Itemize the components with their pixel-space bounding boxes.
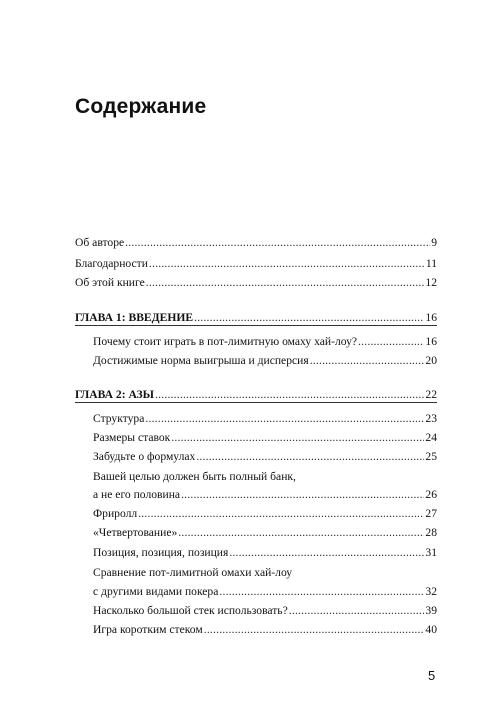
toc-entry-title: Почему стоит играть в пот-лимитную омаху хай-лоу? [93, 335, 358, 348]
toc-entry-page: 20 [425, 354, 437, 367]
chapter-title: ГЛАВА 1: ВВЕДЕНИЕ [75, 311, 194, 324]
toc-subentry [93, 430, 437, 445]
toc-entry-page: 28 [425, 526, 437, 539]
chapter-divider [75, 325, 437, 326]
dot-leader [181, 487, 424, 502]
toc-chapter-1 [75, 310, 437, 325]
toc-entry-page: 24 [425, 431, 437, 444]
toc-chapter-2 [75, 387, 437, 402]
toc-subentry [93, 584, 437, 599]
toc-subentry-line1: Сравнение пот-лимитной омахи хай-лоу [93, 566, 293, 579]
dot-leader [146, 275, 425, 290]
toc-entry-page: 32 [425, 585, 437, 598]
toc-entry-title: Благодарности [75, 257, 148, 270]
dot-leader [358, 334, 424, 349]
toc-entry-title: «Четвертование» [93, 526, 178, 539]
dot-leader [171, 430, 424, 445]
toc-entry-page: 26 [425, 488, 437, 501]
dot-leader [145, 411, 424, 426]
page-title: Содержание [75, 95, 207, 118]
toc-entry-page: 11 [425, 257, 437, 270]
toc-subentry-line1: Вашей целью должен быть полный банк, [93, 470, 296, 483]
toc-entry-page: 12 [425, 276, 437, 289]
toc-entry-page: 23 [425, 412, 437, 425]
toc-entry-title: с другими видами покера [93, 585, 219, 598]
toc-entry-page: 25 [425, 450, 437, 463]
toc-subentry [93, 334, 437, 349]
page-number: 5 [428, 668, 436, 683]
toc-entry-title: Забудьте о формулах [93, 450, 196, 463]
toc-entry-about-book [75, 275, 437, 290]
toc-entry-title: Структура [93, 412, 145, 425]
dot-leader [289, 603, 425, 618]
chapter-title: ГЛАВА 2: АЗЫ [75, 388, 155, 401]
toc-entry-title: Об авторе [75, 236, 125, 249]
toc-subentry [93, 525, 437, 540]
chapter-page: 16 [425, 311, 437, 324]
toc-entry-page: 16 [425, 335, 437, 348]
toc-entry-page: 40 [425, 623, 437, 636]
toc-subentry [93, 622, 437, 637]
toc-subentry [93, 506, 437, 521]
toc-entry-page: 31 [425, 546, 437, 559]
dot-leader [229, 545, 424, 560]
dot-leader [138, 506, 424, 521]
chapter-divider [75, 402, 437, 403]
toc-entry-title: Размеры ставок [93, 431, 171, 444]
toc-entry-page: 9 [431, 236, 437, 249]
dot-leader [194, 310, 424, 325]
toc-entry-title: Игра коротким стеком [93, 623, 203, 636]
dot-leader [196, 449, 424, 464]
dot-leader [310, 353, 425, 368]
toc-subentry [93, 487, 437, 502]
toc-entry-title: Насколько большой стек использовать? [93, 604, 288, 617]
chapter-page: 22 [425, 388, 437, 401]
toc-entry-title: Об этой книге [75, 276, 145, 289]
toc-subentry [93, 411, 437, 426]
toc-entry-title: Позиция, позиция, позиция [93, 546, 229, 559]
dot-leader [219, 584, 424, 599]
toc-subentry [93, 449, 437, 464]
dot-leader [155, 387, 424, 402]
toc-entry-acknowledgements [75, 256, 437, 271]
toc-subentry [93, 545, 437, 560]
dot-leader [149, 256, 425, 271]
toc-subentry [93, 603, 437, 618]
dot-leader [204, 622, 425, 637]
toc-entry-page: 39 [425, 604, 437, 617]
dot-leader [178, 525, 424, 540]
toc-entry-page: 27 [425, 507, 437, 520]
dot-leader [125, 235, 430, 250]
toc-entry-title: Фриролл [93, 507, 138, 520]
toc-entry-about-author [75, 235, 437, 250]
toc-subentry [93, 353, 437, 368]
toc-entry-title: а не его половина [93, 488, 181, 501]
toc-entry-title: Достижимые норма выигрыша и дисперсия [93, 354, 309, 367]
